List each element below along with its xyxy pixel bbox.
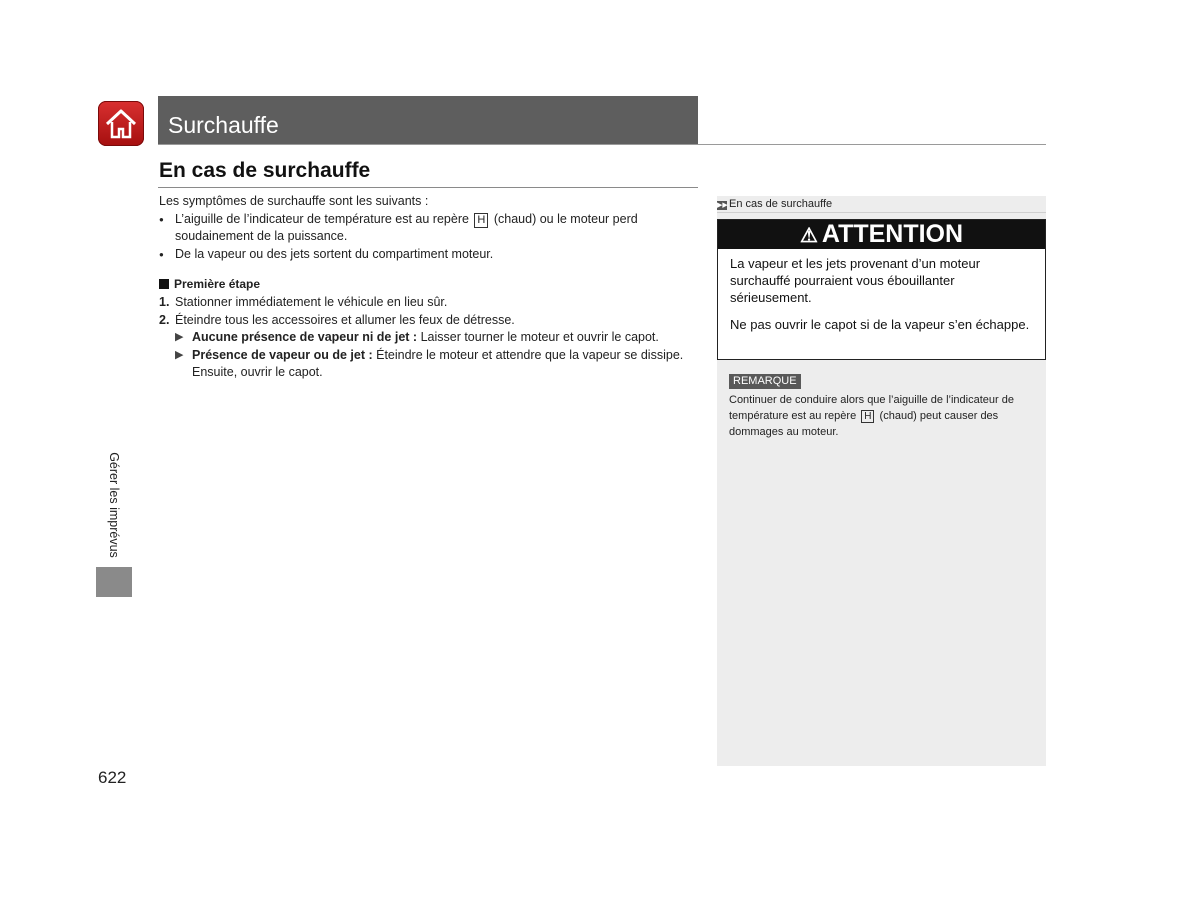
remarque-text-start: Continuer de conduire alors que l’aiguille de l’indicateur de température est au repère bbox=[729, 394, 1014, 422]
case-text: Laisser tourner le moteur et ouvrir le capot. bbox=[420, 330, 659, 345]
case-label: Aucune présence de vapeur ni de jet : bbox=[192, 330, 418, 345]
attention-paragraph: Ne pas ouvrir le capot si de la vapeur s’en échappe. bbox=[730, 317, 1030, 332]
arrow-right-icon: ▶ bbox=[175, 331, 184, 344]
remarque-text bbox=[729, 392, 1037, 440]
sidebar-reference-text: En cas de surchauffe bbox=[729, 198, 833, 210]
chapter-tab[interactable] bbox=[96, 567, 132, 597]
page-header bbox=[158, 96, 698, 144]
sidebar-reference[interactable] bbox=[717, 196, 1046, 213]
sidebar-notes bbox=[717, 196, 1046, 766]
section-title: En cas de surchauffe bbox=[159, 159, 371, 182]
step-item bbox=[159, 312, 699, 330]
step-number: 2. bbox=[159, 312, 170, 327]
hot-mark-key: H bbox=[474, 213, 488, 228]
page-number: 622 bbox=[98, 768, 127, 787]
hot-mark-key: H bbox=[861, 410, 874, 423]
reference-arrow-icon: ▶▶ bbox=[717, 202, 728, 209]
case-item bbox=[159, 347, 699, 382]
attention-box bbox=[717, 219, 1046, 360]
attention-header bbox=[718, 220, 1045, 249]
case-text: Éteindre le moteur et attendre que la vapeur se dissipe. Ensuite, ouvrir le capot. bbox=[192, 347, 684, 380]
remarque-badge: REMARQUE bbox=[729, 374, 801, 389]
step-text: Stationner immédiatement le véhicule en lieu sûr. bbox=[175, 294, 448, 309]
attention-body bbox=[718, 249, 1045, 349]
page-title: Surchauffe bbox=[168, 112, 279, 138]
square-bullet-icon bbox=[159, 279, 169, 289]
list-item bbox=[159, 211, 699, 246]
step-heading-label: Première étape bbox=[174, 277, 261, 292]
symptom-text-cont: (chaud) ou le moteur perd soudainement de la puissance. bbox=[175, 211, 638, 244]
arrow-right-icon: ▶ bbox=[175, 348, 184, 361]
main-content bbox=[159, 193, 699, 382]
step-heading bbox=[159, 276, 699, 294]
home-button[interactable] bbox=[98, 101, 144, 146]
symptom-text: L’aiguille de l’indicateur de température est au repère bbox=[175, 211, 469, 226]
warning-icon: ⚠ bbox=[799, 225, 818, 247]
chapter-tab-text: Gérer les imprévus bbox=[107, 451, 121, 558]
section-divider bbox=[158, 187, 698, 188]
intro-text: Les symptômes de surchauffe sont les suivants : bbox=[159, 194, 429, 208]
attention-title: ATTENTION bbox=[821, 220, 964, 248]
header-divider bbox=[158, 144, 1046, 145]
home-icon bbox=[103, 106, 139, 142]
case-label: Présence de vapeur ou de jet : bbox=[192, 347, 373, 362]
attention-paragraph: La vapeur et les jets provenant d’un moteur surchauffé pourraient vous ébouillanter sérieusement. bbox=[730, 256, 981, 305]
step-item bbox=[159, 294, 699, 312]
remarque-text-end: (chaud) peut causer des dommages au moteur. bbox=[729, 410, 999, 438]
list-item: ● De la vapeur ou des jets sortent du compartiment moteur. bbox=[159, 246, 699, 264]
chapter-tab-label bbox=[97, 442, 131, 567]
case-item bbox=[159, 329, 699, 347]
step-text: Éteindre tous les accessoires et allumer les feux de détresse. bbox=[175, 312, 515, 327]
step-number: 1. bbox=[159, 294, 170, 309]
